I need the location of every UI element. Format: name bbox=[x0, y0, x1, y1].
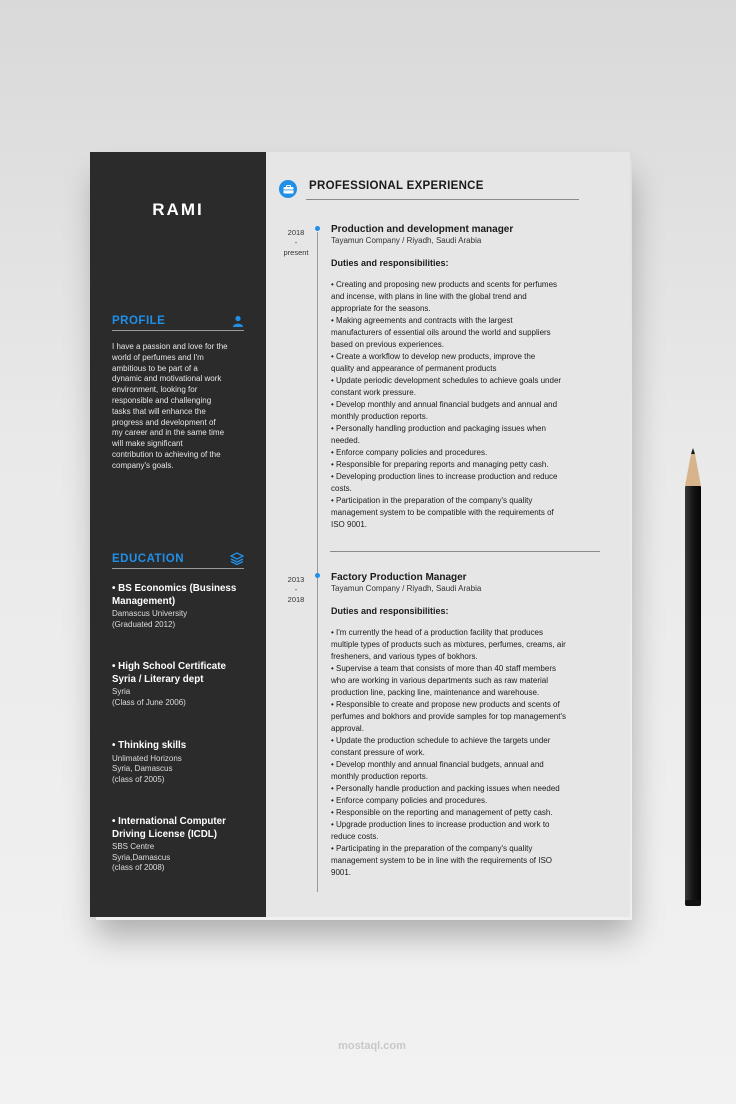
user-icon bbox=[232, 315, 244, 327]
education-heading-row bbox=[112, 552, 244, 569]
briefcase-icon bbox=[279, 180, 297, 198]
resume-sidebar bbox=[90, 152, 266, 917]
education-item bbox=[112, 740, 252, 785]
job-divider bbox=[330, 551, 600, 552]
heading-divider bbox=[306, 199, 579, 200]
duties-list: • Creating and proposing new products and scents for perfumes and incense, with plans in line with the global trend and appropriate for the seasons. • Making agreements and contracts with the largest manufacturers of essential oils around the world and suppliers based on previous experiences. • Create a workflow to develop new products, improve the quality and appearance of permanent products • Update periodic development schedules to achieve goals under constant work pressure. • Develop monthly and annual financial budgets and annual and monthly production reports. • Personally handling production and packaging issues when needed. • Enforce company policies and procedures. • Responsible for preparing reports and managing petty cash. • Developing production lines to increase production and reduce costs. • Participation in the preparation of the company's quality management system to be compatible with the requirements of ISO 9001. bbox=[331, 280, 562, 529]
education-item-details: Damascus University (Graduated 2012) bbox=[112, 609, 188, 629]
job-entry bbox=[331, 223, 606, 531]
job-title: Production and development manager bbox=[331, 224, 514, 235]
experience-heading: PROFESSIONAL EXPERIENCE bbox=[309, 180, 484, 192]
layers-icon bbox=[230, 552, 244, 565]
resume-page bbox=[90, 152, 630, 917]
job-title: Factory Production Manager bbox=[331, 572, 467, 583]
profile-text: I have a passion and love for the world of perfumes and I'm ambitious to be part of a dynamic and motivational work environment, looking for responsible and challenging tasks that will enhance the progress and development of my career and in the same time will make significant contribution to achieving of the company's goals. bbox=[112, 342, 228, 470]
education-item-title: • High School Certificate Syria / Literary dept bbox=[112, 661, 226, 685]
pencil-image bbox=[683, 448, 703, 908]
profile-heading-row bbox=[112, 315, 244, 331]
candidate-name: RAMI bbox=[152, 200, 204, 219]
watermark: mostaql.com bbox=[338, 1040, 406, 1052]
education-item bbox=[112, 583, 252, 630]
education-item bbox=[112, 661, 252, 708]
job-entry bbox=[331, 571, 606, 879]
education-item-title: • International Computer Driving License (ICDL) bbox=[112, 816, 226, 840]
duties-list: • I'm currently the head of a production facility that produces multiple types of products such as mixtures, perfumes, creams, air fresheners, and various types of bokhors. • Supervise a team that consists of more than 40 staff members who are working in various departments such as raw material production line, packing line, maintenance and warehouse. • Responsible to create and propose new products and scents of perfumes and bokhors and provide samples for top management's approval. • Update the production schedule to achieve the targets under constant pressure of work. • Develop monthly and annual financial budgets, annual and monthly production reports. • Personally handle production and packing issues when needed • Enforce company policies and procedures. • Responsible on the reporting and management of petty cash. • Upgrade production lines to increase production and work to reduce costs. • Participating in the preparation of the company's quality management system to be in line with the requirements of ISO 9001. bbox=[331, 628, 566, 877]
education-item bbox=[112, 816, 252, 874]
education-item-details: Syria (Class of June 2006) bbox=[112, 687, 186, 707]
job-company: Tayamun Company / Riyadh, Saudi Arabia bbox=[331, 584, 482, 593]
timeline-line bbox=[317, 232, 318, 892]
job-company: Tayamun Company / Riyadh, Saudi Arabia bbox=[331, 236, 482, 245]
duties-heading: Duties and responsibilities: bbox=[331, 258, 449, 268]
duties-heading: Duties and responsibilities: bbox=[331, 606, 449, 616]
education-item-title: • Thinking skills bbox=[112, 740, 187, 751]
education-item-title: • BS Economics (Business Management) bbox=[112, 583, 237, 607]
profile-heading: PROFILE bbox=[112, 315, 166, 327]
job-date: 2018 - present bbox=[283, 228, 309, 257]
job-date: 2013 - 2018 bbox=[287, 575, 305, 604]
resume-main bbox=[266, 152, 630, 917]
education-heading: EDUCATION bbox=[112, 552, 185, 565]
education-item-details: Unlimated Horizons Syria, Damascus (class of 2005) bbox=[112, 753, 182, 784]
education-item-details: SBS Centre Syria,Damascus (class of 2008) bbox=[112, 842, 171, 872]
